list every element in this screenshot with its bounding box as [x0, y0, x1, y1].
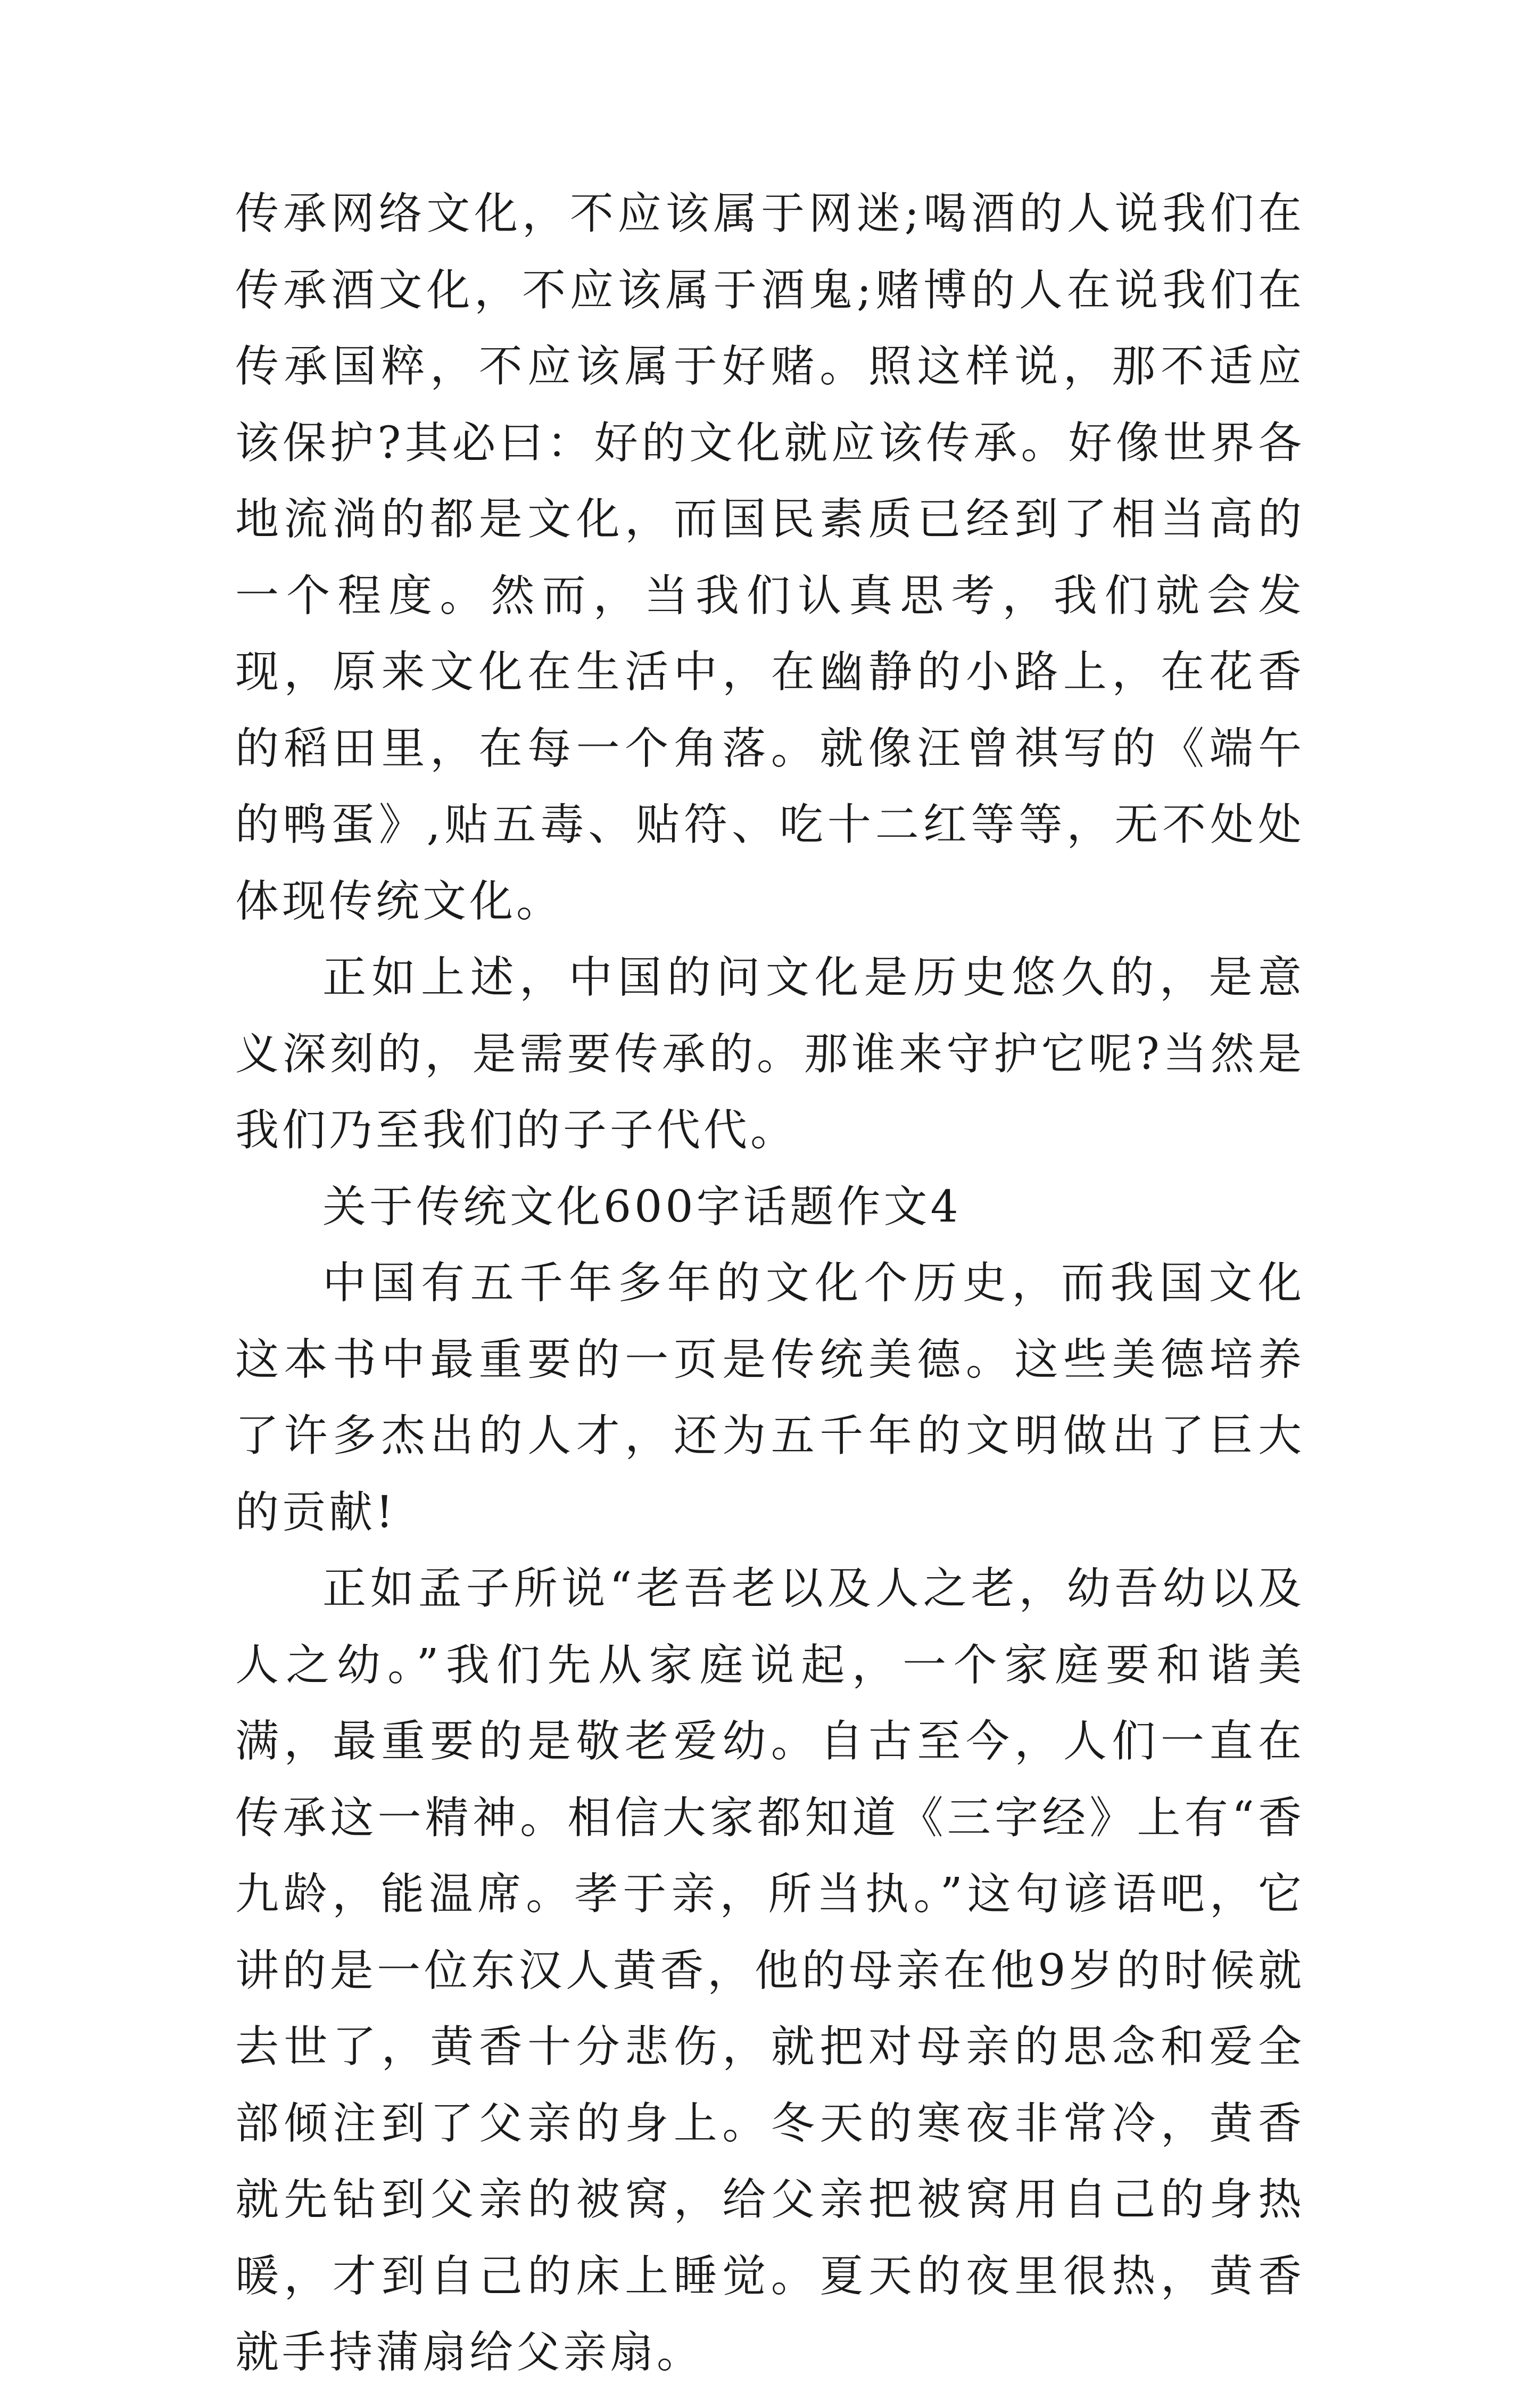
paragraph-huang-xiang-story: 正如孟子所说“老吾老以及人之老，幼吾幼以及人之幼。”我们先从家庭说起，一个家庭要和谐美满，最重要的是敬老爱幼。自古至今，人们一直在传承这一精神。相信大家都知道《三字经》上有“香九龄，能温席。孝于亲，所当执。”这句谚语吧，它讲的是一位东汉人黄香，他的母亲在他9岁的时候就去世了，黄香十分悲伤，就把对母亲的思念和爱全部倾注到了父亲的身上。冬天的寒夜非常冷，黄香就先钻到父亲的被窝，给父亲把被窝用自己的身热暖，才到自己的床上睡觉。夏天的夜里很热，黄香就手持蒲扇给父亲扇。 — [235, 1563, 1305, 2378]
paragraph-cultural-inheritance: 传承网络文化，不应该属于网迷;喝酒的人说我们在传承酒文化，不应该属于酒鬼;赌博的人在说我们在传承国粹，不应该属于好赌。照这样说，那不适应该保护?其必曰：好的文化就应该传承。好像世界各地流淌的都是文化，而国民素质已经到了相当高的一个程度。然而，当我们认真思考，我们就会发现，原来文化在生活中，在幽静的小路上，在花香的稻田里，在每一个角落。就像汪曾祺写的《端午的鸭蛋》,贴五毒、贴符、吃十二红等等，无不处处体现传统文化。 — [235, 188, 1305, 927]
paragraph-traditional-virtue: 中国有五千年多年的文化个历史，而我国文化这本书中最重要的一页是传统美德。这些美德培养了许多杰出的人才，还为五千年的文明做出了巨大的贡献! — [235, 1258, 1305, 1538]
paragraph-who-guards-culture: 正如上述，中国的问文化是历史悠久的，是意义深刻的，是需要传承的。那谁来守护它呢?当然是我们乃至我们的子子代代。 — [235, 952, 1305, 1156]
essay-heading: 关于传统文化600字话题作文4 — [322, 1181, 962, 1232]
body-text — [235, 176, 1305, 2391]
